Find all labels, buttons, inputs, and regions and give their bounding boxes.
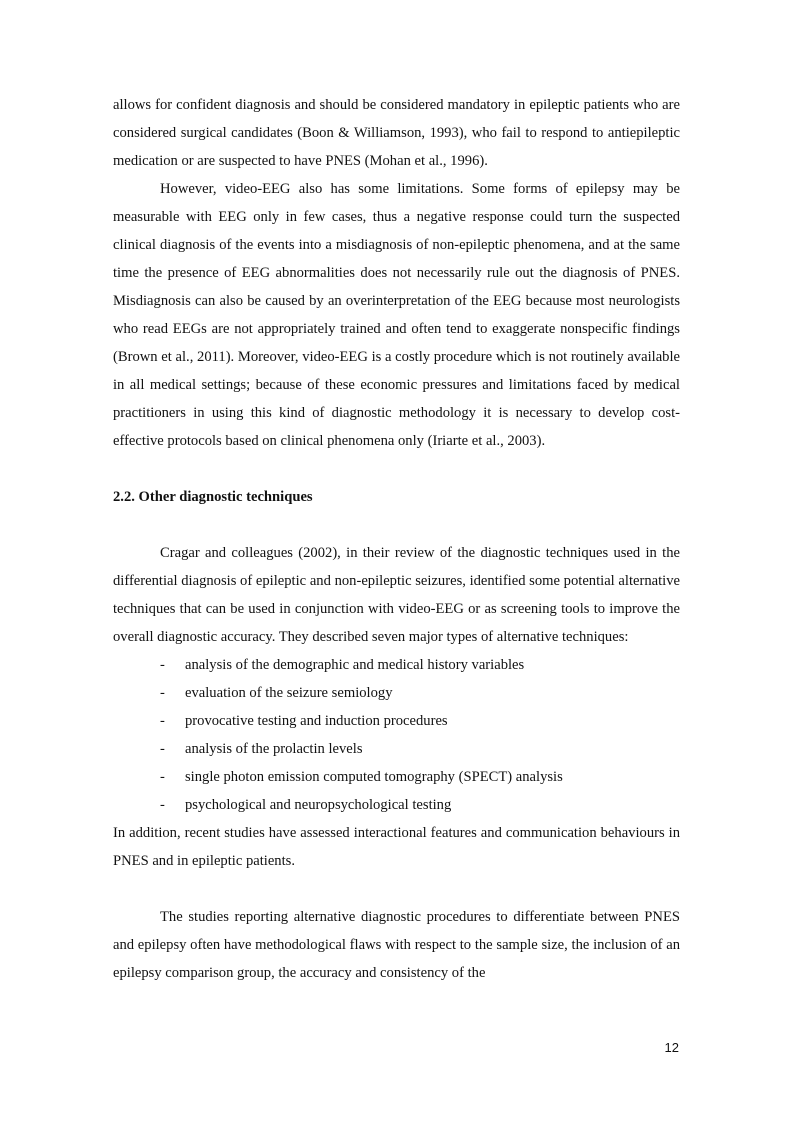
paragraph-cragar-review: Cragar and colleagues (2002), in their review of the diagnostic techniques used in the differential diagnosis of epileptic and non-epileptic seizures, identified some potential alternative techniques that can be used in conjunction with video-EEG or as screening tools to improve the overall diagnostic accuracy. They described seven major types of alternative techniques: [113, 545, 680, 645]
alternative-techniques-list [113, 651, 680, 819]
section-heading: 2.2. Other diagnostic techniques [113, 489, 313, 505]
list-item [113, 735, 680, 763]
list-item [113, 791, 680, 819]
paragraph-gap [113, 875, 680, 903]
paragraph-video-eeg-limitations: However, video-EEG also has some limitations. Some forms of epilepsy may be measurable with EEG only in few cases, thus a negative response could turn the suspected clinical diagnosis of the events into a misdiagnosis of non-epileptic phenomena, and at the same time the presence of EEG abnormalities does not necessarily rule out the diagnosis of PNES. Misdiagnosis can also be caused by an overinterpretation of the EEG because most neurologists who read EEGs are not appropriately trained and often tend to exaggerate nonspecific findings (Brown et al., 2011). Moreover, video-EEG is a costly procedure which is not routinely available in all medical settings; because of these economic pressures and limitations faced by medical practitioners in using this kind of diagnostic methodology it is necessary to develop cost-effective protocols based on clinical phenomena only (Iriarte et al., 2003). [113, 181, 680, 449]
bullet-dash: - [160, 769, 165, 785]
list-item [113, 651, 680, 679]
list-item-text: psychological and neuropsychological testing [185, 797, 452, 813]
page-number: 12 [664, 1040, 679, 1055]
bullet-dash: - [160, 741, 165, 757]
list-item-text: provocative testing and induction procedures [185, 713, 448, 729]
bullet-dash: - [160, 713, 165, 729]
bullet-dash: - [160, 657, 165, 673]
list-item-text: evaluation of the seizure semiology [185, 685, 393, 701]
bullet-dash: - [160, 797, 165, 813]
paragraph-methodological-flaws: The studies reporting alternative diagnostic procedures to differentiate between PNES and epilepsy often have methodological flaws with respect to the sample size, the inclusion of an epilepsy comparison group, the accuracy and consistency of the [113, 909, 680, 981]
list-item [113, 707, 680, 735]
bullet-dash: - [160, 685, 165, 701]
list-item-text: single photon emission computed tomography (SPECT) analysis [185, 769, 563, 785]
list-item-text: analysis of the prolactin levels [185, 741, 363, 757]
page-body [113, 91, 680, 987]
list-item [113, 763, 680, 791]
paragraph-interactional-features: In addition, recent studies have assessed interactional features and communication behaviours in PNES and in epileptic patients. [113, 825, 680, 869]
list-item-text: analysis of the demographic and medical history variables [185, 657, 525, 673]
list-item [113, 679, 680, 707]
paragraph-video-eeg-indications: allows for confident diagnosis and should be considered mandatory in epileptic patients who are considered surgical candidates (Boon & Williamson, 1993), who fail to respond to antiepileptic medication or are suspected to have PNES (Mohan et al., 1996). [113, 97, 680, 169]
